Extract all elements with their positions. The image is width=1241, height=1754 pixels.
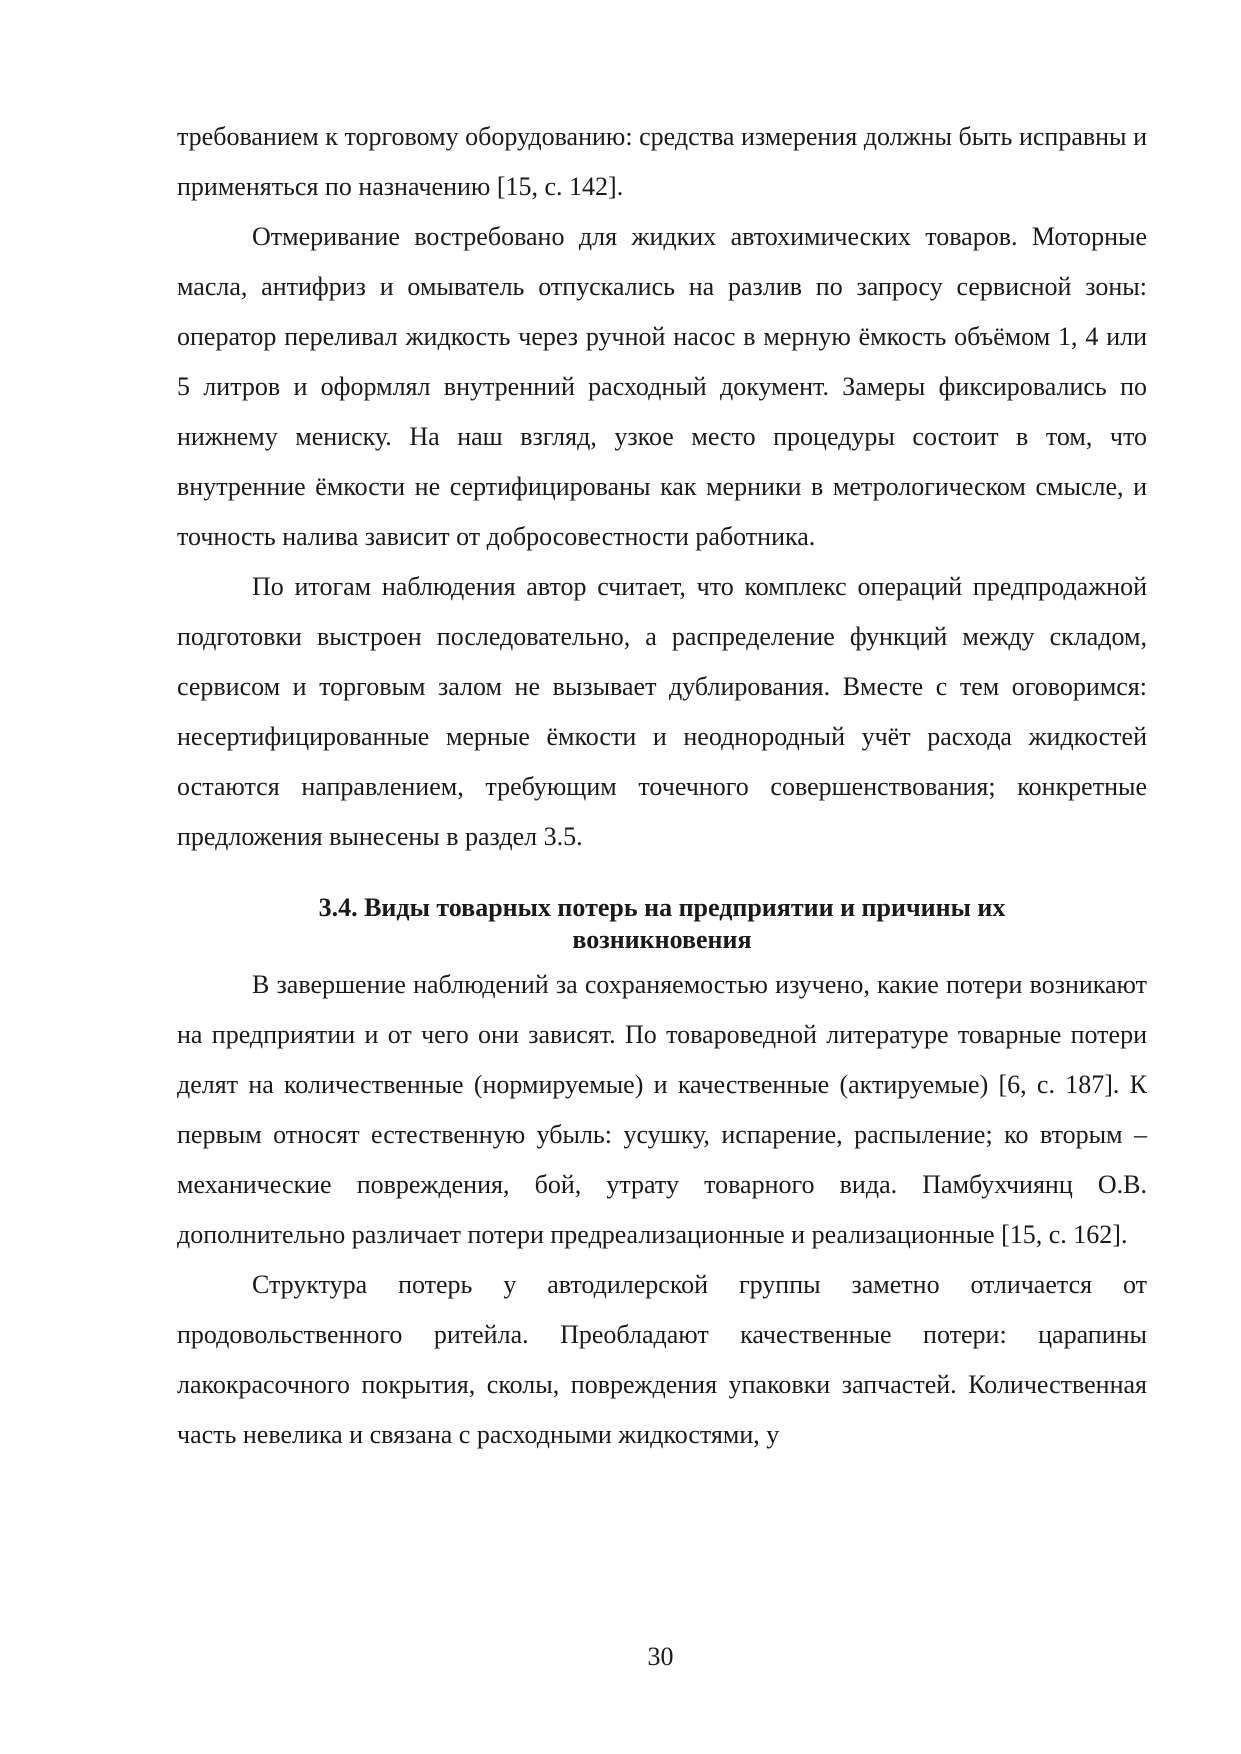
paragraph-conclusion: По итогам наблюдения автор считает, что комплекс операций предпродажной подготовки выстроен последовательно, а распределение функций между складом, сервисом и торговым залом не вызывает дублирования. Вместе с тем оговоримся: несертифицированные мерные ёмкости и неоднородный учёт расхода жидкостей остаются направлением, требующим точечного совершенствования; конкретные предложения вынесены в раздел 3.5. (177, 572, 1147, 851)
page-number-text: 30 (647, 1642, 674, 1671)
paragraph-loss-types: В завершение наблюдений за сохраняемостью изучено, какие потери возникают на предприятии и от чего они зависят. По товароведной литературе товарные потери делят на количественные (нормируемые) и качественные (актируемые) [6, с. 187]. К первым относят естественную убыль: усушку, испарение, распыление; ко вторым – механические повреждения, бой, утрату товарного вида. Памбухчиянц О.В. дополнительно различает потери предреализационные и реализационные [15, с. 162]. (177, 970, 1147, 1249)
document-page (177, 112, 1147, 1460)
paragraph-measuring: Отмеривание востребовано для жидких автохимических товаров. Моторные масла, антифриз и омыватель отпускались на разлив по запросу сервисной зоны: оператор переливал жидкость через ручной насос в мерную ёмкость объёмом 1, 4 или 5 литров и оформлял внутренний расходный документ. Замеры фиксировались по нижнему мениску. На наш взгляд, узкое место процедуры состоит в том, что внутренние ёмкости не сертифицированы как мерники в метрологическом смысле, и точность налива зависит от добросовестности работника. (177, 222, 1147, 551)
section-heading-line-2: возникновения (572, 925, 752, 954)
paragraph-loss-structure: Структура потерь у автодилерской группы заметно отличается от продовольственного ритейла. Преобладают качественные потери: царапины лакокрасочного покрытия, сколы, повреждения упаковки запчастей. Количественная часть невелика и связана с расходными жидкостями, у (177, 1270, 1147, 1449)
paragraph-continuation: требованием к торговому оборудованию: средства измерения должны быть исправны и применяться по назначению [15, с. 142]. (177, 122, 1147, 201)
page-number (0, 1640, 1241, 1674)
section-heading-line-1: 3.4. Виды товарных потерь на предприятии и причины их (318, 893, 1006, 922)
section-heading (177, 892, 1147, 956)
